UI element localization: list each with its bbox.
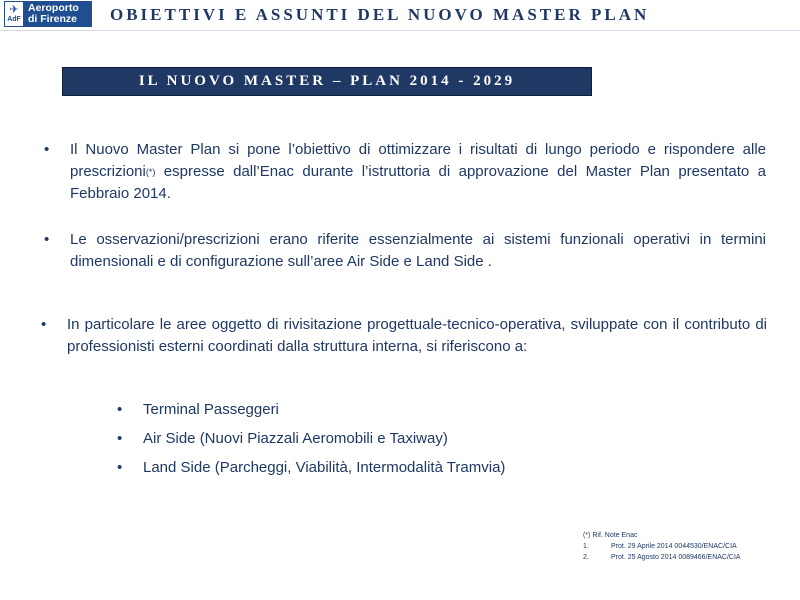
footnote-row [583, 541, 793, 552]
paragraph-text-end: espresse dall’Enac durante l’istruttoria di approvazione del Master Plan presentato a Febbraio 2014. [70, 163, 766, 202]
footnote-text: Prot. 29 Aprile 2014 0044530/ENAC/CIA [611, 543, 737, 550]
paragraph-text-start: Il Nuovo Master Plan si pone l’obiettivo di ottimizzare i risultati di lungo periodo e rispondere alle prescrizioni [70, 141, 766, 180]
logo-mark [4, 1, 24, 27]
banner-title: IL NUOVO MASTER – PLAN 2014 - 2029 [138, 73, 516, 89]
areas-list [117, 399, 743, 486]
list-item-text: Terminal Passeggeri [143, 401, 279, 418]
logo-abbr: AdF [7, 15, 21, 23]
slide-header [0, 0, 800, 31]
paragraph-objective [44, 139, 766, 205]
airport-logo [4, 1, 92, 27]
bullet-icon: • [117, 401, 123, 418]
section-banner [62, 67, 592, 96]
paragraph-text: Le osservazioni/prescrizioni erano riferite essenzialmente ai sistemi funzionali operativi in termini dimensionali e di configurazione sull’aree Air Side e Land Side . [70, 231, 766, 270]
page-title: OBIETTIVI E ASSUNTI DEL NUOVO MASTER PLAN [110, 5, 650, 24]
paragraph-areas [41, 314, 767, 358]
bullet-icon: • [117, 459, 123, 476]
footnote-number: 2. [583, 554, 589, 561]
bullet-icon: • [44, 231, 50, 248]
list-item [117, 428, 743, 450]
logo-line-1: Aeroporto [28, 2, 79, 14]
logo-line-2: di Firenze [28, 13, 78, 25]
list-item [117, 399, 743, 421]
paragraph-text: In particolare le aree oggetto di rivisitazione progettuale-tecnico-operativa, sviluppate con il contributo di professionisti esterni coordinati dalla struttura interna, si riferiscono a: [67, 316, 767, 355]
bullet-icon: • [44, 141, 50, 158]
footnote-ref: (*) [145, 167, 156, 177]
footnote-row [583, 552, 793, 563]
footnote-number: 1. [583, 543, 589, 550]
list-item-text: Air Side (Nuovi Piazzali Aeromobili e Taxiway) [143, 430, 448, 447]
paragraph-observations [44, 229, 766, 273]
bullet-icon: • [117, 430, 123, 447]
footnote-text: Prot. 25 Agosto 2014 0089466/ENAC/CIA [611, 554, 741, 561]
footnotes-heading: (*) Rif. Note Enac [583, 532, 638, 539]
list-item-text: Land Side (Parcheggi, Viabilità, Intermodalità Tramvia) [143, 459, 506, 476]
list-item [117, 457, 743, 479]
logo-text [24, 3, 79, 25]
airplane-icon: ✈ [9, 3, 19, 16]
footnotes [583, 530, 793, 563]
bullet-icon: • [41, 316, 47, 333]
